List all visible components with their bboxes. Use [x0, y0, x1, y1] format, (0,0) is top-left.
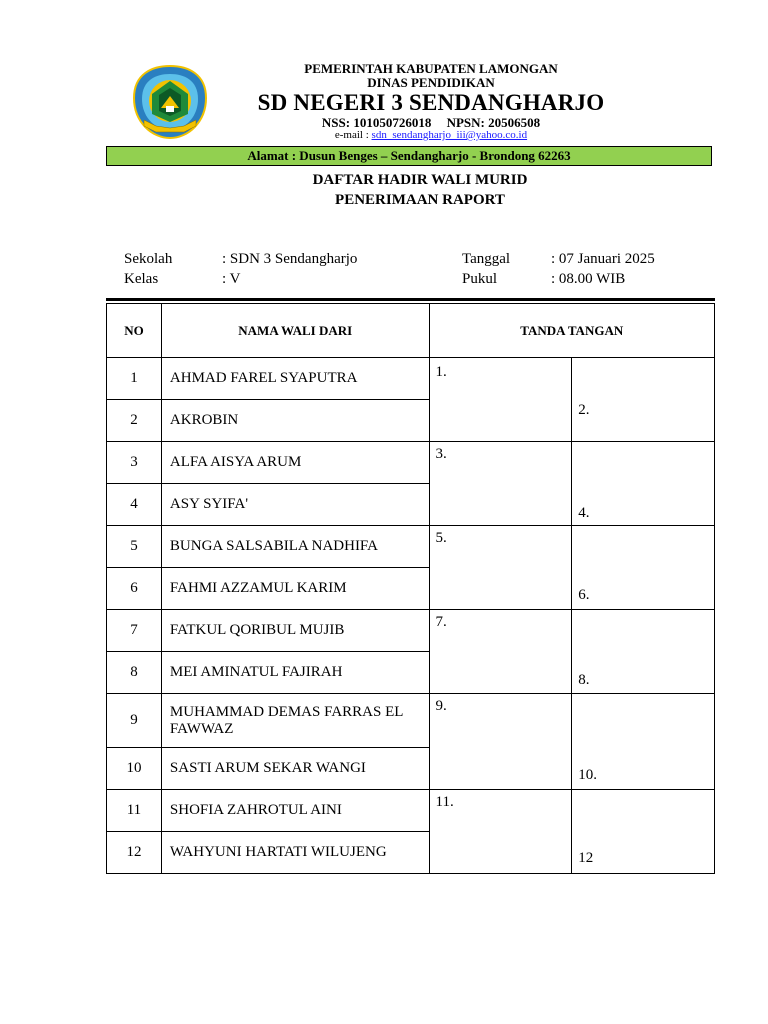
signature-label: 1. — [435, 364, 447, 380]
row-no: 7 — [107, 610, 162, 652]
row-no: 3 — [107, 442, 162, 484]
table-row — [107, 358, 715, 400]
date-label: Tanggal — [462, 251, 511, 267]
date-value: : 07 Januari 2025 — [551, 251, 655, 267]
school-label: Sekolah — [124, 251, 173, 267]
table-row — [107, 526, 715, 568]
school-name: SD NEGERI 3 SENDANGHARJO — [257, 90, 605, 115]
class-label: Kelas — [124, 271, 159, 287]
row-no: 1 — [107, 358, 162, 400]
table-header-row — [107, 304, 715, 358]
signature-cell[interactable] — [429, 694, 572, 790]
signature-label: 8. — [578, 672, 590, 688]
row-name: AHMAD FAREL SYAPUTRA — [161, 358, 429, 400]
signature-cell[interactable] — [572, 358, 715, 442]
signature-label: 4. — [578, 505, 590, 521]
signature-label: 9. — [435, 698, 447, 714]
document-subtitle: PENERIMAAN RAPORT — [335, 192, 505, 208]
time-label: Pukul — [462, 271, 498, 287]
row-no: 2 — [107, 400, 162, 442]
row-no: 4 — [107, 484, 162, 526]
row-name: BUNGA SALSABILA NADHIFA — [161, 526, 429, 568]
signature-label: 6. — [578, 587, 590, 603]
row-name: ALFA AISYA ARUM — [161, 442, 429, 484]
signature-label: 2. — [578, 402, 590, 418]
signature-label: 10. — [578, 767, 597, 783]
row-name: ASY SYIFA' — [161, 484, 429, 526]
document-title: DAFTAR HADIR WALI MURID — [312, 172, 528, 188]
header-no: NO — [107, 304, 162, 358]
signature-label: 11. — [435, 794, 454, 810]
row-name: MEI AMINATUL FAJIRAH — [161, 652, 429, 694]
row-no: 10 — [107, 748, 162, 790]
address-bar: Alamat : Dusun Benges – Sendangharjo - Brondong 62263 — [106, 146, 712, 166]
email-link[interactable]: sdn_sendangharjo_iii@yahoo.co.id — [371, 129, 528, 141]
row-no: 12 — [107, 832, 162, 874]
row-no: 5 — [107, 526, 162, 568]
signature-cell[interactable] — [429, 790, 572, 874]
signature-cell[interactable] — [572, 694, 715, 790]
row-name: SASTI ARUM SEKAR WANGI — [161, 748, 429, 790]
row-name: AKROBIN — [161, 400, 429, 442]
email-line — [0, 129, 768, 141]
row-name: MUHAMMAD DEMAS FARRAS EL FAWWAZ — [161, 694, 429, 748]
signature-cell[interactable] — [429, 526, 572, 610]
school-value: : SDN 3 Sendangharjo — [222, 251, 358, 267]
table-row — [107, 610, 715, 652]
table-row — [107, 694, 715, 748]
nss-number: NSS: 101050726018 — [321, 115, 432, 130]
time-value: : 08.00 WIB — [551, 271, 626, 287]
row-name: WAHYUNI HARTATI WILUJENG — [161, 832, 429, 874]
signature-cell[interactable] — [572, 790, 715, 874]
row-name: SHOFIA ZAHROTUL AINI — [161, 790, 429, 832]
row-no: 11 — [107, 790, 162, 832]
table-row — [107, 790, 715, 832]
signature-cell[interactable] — [429, 358, 572, 442]
attendance-table — [106, 303, 715, 874]
row-name: FAHMI AZZAMUL KARIM — [161, 568, 429, 610]
row-no: 9 — [107, 694, 162, 748]
signature-cell[interactable] — [572, 610, 715, 694]
department-name: DINAS PENDIDIKAN — [367, 75, 495, 90]
row-no: 6 — [107, 568, 162, 610]
signature-label: 5. — [435, 530, 447, 546]
header-signature: TANDA TANGAN — [429, 304, 714, 358]
signature-cell[interactable] — [429, 442, 572, 526]
row-name: FATKUL QORIBUL MUJIB — [161, 610, 429, 652]
signature-label: 7. — [435, 614, 447, 630]
signature-label: 12 — [578, 850, 594, 866]
npsn-number: NPSN: 20506508 — [446, 115, 541, 130]
table-row — [107, 442, 715, 484]
government-name: PEMERINTAH KABUPATEN LAMONGAN — [304, 61, 558, 76]
signature-cell[interactable] — [429, 610, 572, 694]
signature-cell[interactable] — [572, 526, 715, 610]
table-top-rule — [106, 298, 715, 301]
row-no: 8 — [107, 652, 162, 694]
signature-label: 3. — [435, 446, 447, 462]
class-value: : V — [222, 271, 241, 287]
email-label: e-mail : — [334, 129, 372, 141]
signature-cell[interactable] — [572, 442, 715, 526]
header-name: NAMA WALI DARI — [161, 304, 429, 358]
